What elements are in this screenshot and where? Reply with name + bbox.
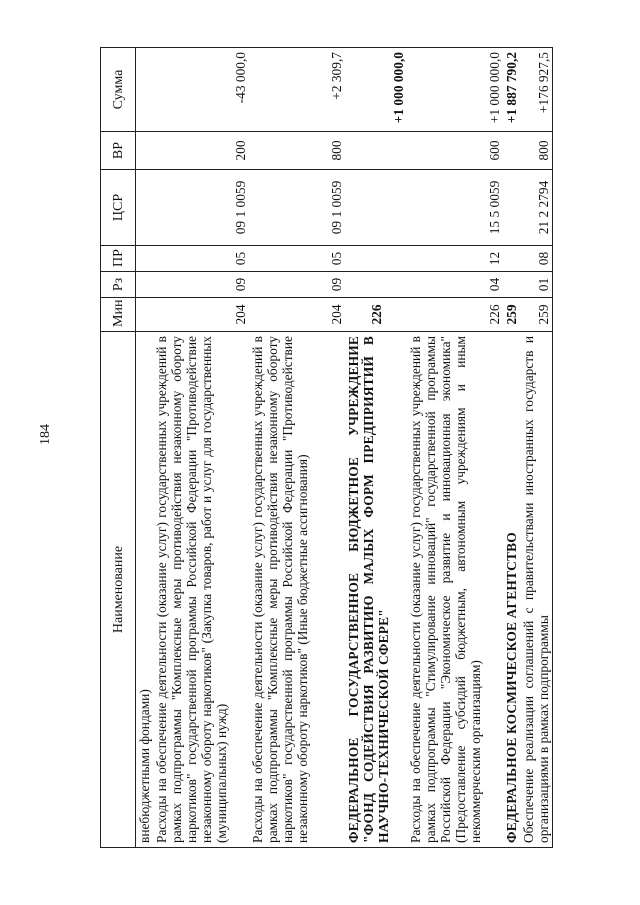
row-sum: +1 000 000,0: [407, 48, 503, 132]
row-sum: +176 927,5: [520, 48, 553, 132]
row-name: Расходы на обеспечение деятельности (оказание услуг) государственных учреждений в рамках подпрограммы "Комплексные меры противодействия незаконному обороту наркотиков" государственной программы Российской Федерации "Противодействие незаконному обороту наркотиков" (Иные бюджетные ассигнования): [249, 332, 345, 848]
table-row: [345, 48, 407, 848]
row-min: 204: [249, 298, 345, 332]
row-name: внебюджетными фондами): [136, 332, 154, 848]
table-header-row: [101, 48, 136, 848]
table-row: [249, 48, 345, 848]
rotated-page-content: [100, 48, 610, 848]
row-rz: 04: [407, 272, 503, 298]
row-vr: 200: [153, 132, 249, 170]
table-row: [136, 48, 154, 848]
row-csr: 09 1 0059: [249, 170, 345, 246]
header-pr: ПР: [101, 246, 136, 272]
row-rz: [136, 272, 154, 298]
row-csr: [136, 170, 154, 246]
table-body: [136, 48, 553, 848]
row-min: 226: [345, 298, 407, 332]
row-name: Расходы на обеспечение деятельности (оказание услуг) государственных учреждений в рамках подпрограммы "Стимулирование инноваций" государственной программы Российской Федерации "Экономическое развитие и инновационная экономика" (Предоставление субсидий бюджетным, автономным учреждениям и иным некоммерческим организациям): [407, 332, 503, 848]
row-vr: [503, 132, 520, 170]
row-min: 204: [153, 298, 249, 332]
row-pr: 08: [520, 246, 553, 272]
page-number: 184: [38, 424, 53, 445]
row-name: Расходы на обеспечение деятельности (оказание услуг) государственных учреждений в рамках подпрограммы "Комплексные меры противодействия незаконному обороту наркотиков" государственной программы Российской Федерации "Противодействие незаконному обороту наркотиков" (Закупка товаров, работ и услуг для государственных (муниципальных) нужд): [153, 332, 249, 848]
row-name: ФЕДЕРАЛЬНОЕ КОСМИЧЕСКОЕ АГЕНТСТВО: [503, 332, 520, 848]
row-rz: 09: [153, 272, 249, 298]
row-vr: 800: [249, 132, 345, 170]
row-min: 226: [407, 298, 503, 332]
row-sum: +1 887 790,2: [503, 48, 520, 132]
row-csr: 09 1 0059: [153, 170, 249, 246]
header-name: Наименование: [101, 332, 136, 848]
row-name: ФЕДЕРАЛЬНОЕ ГОСУДАРСТВЕННОЕ БЮДЖЕТНОЕ УЧРЕЖДЕНИЕ "ФОНД СОДЕЙСТВИЯ РАЗВИТИЮ МАЛЫХ ФОРМ ПРЕДПРИЯТИЙ В НАУЧНО-ТЕХНИЧЕСКОЙ СФЕРЕ": [345, 332, 407, 848]
row-rz: 09: [249, 272, 345, 298]
row-vr: 800: [520, 132, 553, 170]
table-row: [153, 48, 249, 848]
table-row: [407, 48, 503, 848]
header-vr: ВР: [101, 132, 136, 170]
row-rz: [345, 272, 407, 298]
row-csr: [345, 170, 407, 246]
row-min: 259: [520, 298, 553, 332]
row-csr: 15 5 0059: [407, 170, 503, 246]
table-row: [520, 48, 553, 848]
row-pr: [136, 246, 154, 272]
row-csr: 21 2 2794: [520, 170, 553, 246]
row-name: Обеспечение реализации соглашений с правительствами иностранных государств и организациями в рамках подпрограммы: [520, 332, 553, 848]
header-sum: Сумма: [101, 48, 136, 132]
row-sum: [136, 48, 154, 132]
row-sum: -43 000,0: [153, 48, 249, 132]
row-rz: [503, 272, 520, 298]
header-csr: ЦСР: [101, 170, 136, 246]
row-rz: 01: [520, 272, 553, 298]
row-pr: [345, 246, 407, 272]
row-sum: +2 309,7: [249, 48, 345, 132]
budget-table: [100, 47, 553, 848]
row-vr: [136, 132, 154, 170]
header-rz: Рз: [101, 272, 136, 298]
row-min: [136, 298, 154, 332]
row-vr: 600: [407, 132, 503, 170]
row-pr: [503, 246, 520, 272]
row-pr: 12: [407, 246, 503, 272]
row-vr: [345, 132, 407, 170]
row-csr: [503, 170, 520, 246]
header-min: Мин: [101, 298, 136, 332]
row-pr: 05: [249, 246, 345, 272]
row-pr: 05: [153, 246, 249, 272]
row-sum: +1 000 000,0: [345, 48, 407, 132]
row-min: 259: [503, 298, 520, 332]
table-row: [503, 48, 520, 848]
